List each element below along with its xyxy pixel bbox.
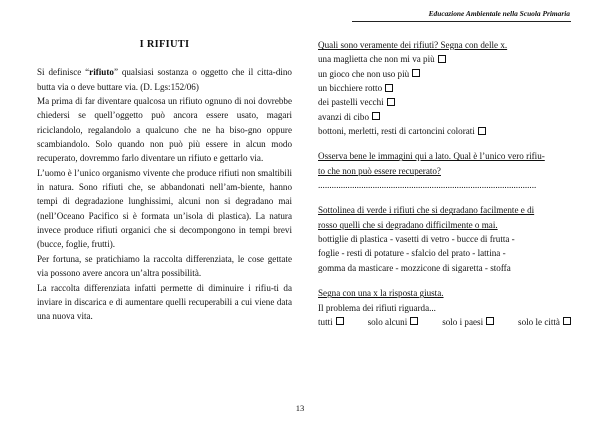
answer-option-label: solo alcuni bbox=[367, 316, 408, 327]
answer-option bbox=[518, 315, 571, 329]
spacer bbox=[318, 138, 573, 149]
definition-paragraph bbox=[37, 65, 292, 94]
running-header: Educazione Ambientale nella Scuola Primaria bbox=[428, 9, 570, 18]
answer-option-label: tutti bbox=[318, 316, 333, 327]
checklist-item-label: dei pastelli vecchi bbox=[318, 97, 384, 108]
right-column bbox=[318, 38, 573, 329]
spacer bbox=[318, 275, 573, 286]
checklist-item bbox=[318, 67, 573, 81]
checkbox[interactable] bbox=[478, 127, 486, 135]
waste-list-line: gomma da masticare - mozzicone di sigaretta - stoffa bbox=[318, 262, 511, 273]
answer-option bbox=[442, 315, 494, 329]
left-column bbox=[37, 38, 292, 324]
checkbox[interactable] bbox=[486, 317, 494, 325]
header-rule bbox=[352, 21, 571, 22]
checkbox[interactable] bbox=[438, 55, 446, 63]
checkbox[interactable] bbox=[385, 84, 393, 92]
checkbox[interactable] bbox=[387, 98, 395, 106]
checklist-item bbox=[318, 110, 573, 124]
checklist-item-label: una maglietta che non mi va più bbox=[318, 54, 435, 65]
question-3-heading-line-1: Sottolinea di verde i rifiuti che si degradano facilmente e di bbox=[318, 205, 535, 216]
question-4-heading: Segna con una x la risposta giusta. bbox=[318, 288, 444, 299]
answer-option bbox=[368, 315, 419, 329]
checklist-item-label: avanzi di cibo bbox=[318, 111, 370, 122]
checkbox[interactable] bbox=[372, 112, 380, 120]
checkbox[interactable] bbox=[336, 317, 344, 325]
answer-option-label: solo i paesi bbox=[442, 316, 484, 327]
waste-list-line: bottiglie di plastica - vasetti di vetro - bucce di frutta - bbox=[318, 234, 515, 245]
checklist-item bbox=[318, 81, 573, 95]
definition-term: rifiuto bbox=[89, 67, 114, 78]
checklist-item-label: un gioco che non uso più bbox=[318, 68, 410, 79]
section-title: I RIFIUTI bbox=[139, 39, 190, 50]
question-2-heading-line-1: Osserva bene le immagini qui a lato. Qual è l’unico vero rifiu- bbox=[318, 151, 545, 162]
waste-list-line: foglie - resti di potature - sfalcio del prato - lattina - bbox=[318, 248, 506, 259]
paragraph-recycling: Per fortuna, se pratichiamo la raccolta differenziata, le cose gettate via possono avere ancora un’altra possibilità. bbox=[37, 253, 292, 279]
page-number: 13 bbox=[295, 403, 305, 413]
checklist-item-label: bottoni, merletti, resti di cartoncini colorati bbox=[318, 126, 475, 137]
answer-option bbox=[318, 315, 344, 329]
checklist-item-label: un bicchiere rotto bbox=[318, 83, 383, 94]
question-4-prompt: Il problema dei rifiuti riguarda... bbox=[318, 302, 436, 313]
checkbox[interactable] bbox=[563, 317, 571, 325]
answer-option-label: solo le città bbox=[518, 316, 560, 327]
paragraph-separate-collection: La raccolta differenziata infatti permette di diminuire i rifiu-ti da inviare in discarica e di aumentare quelli recuperabili a cui viene data una nuova vita. bbox=[37, 282, 292, 322]
question-1-heading: Quali sono veramente dei rifiuti? Segna con delle x. bbox=[318, 40, 508, 50]
question-3-heading-line-2: rosso quelli che si degradano difficilmente o mai. bbox=[318, 219, 498, 230]
checkbox[interactable] bbox=[412, 69, 420, 77]
checkbox[interactable] bbox=[410, 317, 418, 325]
question-2-heading-line-2: to che non può essere recuperato? bbox=[318, 165, 441, 176]
definition-text-before: Si definisce “ bbox=[37, 67, 90, 78]
answer-options bbox=[318, 315, 571, 329]
checklist-item bbox=[318, 52, 573, 66]
paragraph-reuse: Ma prima di far diventare qualcosa un rifiuto ognuno di noi dovrebbe chiedersi se quell’oggetto può ancora essere usato, magari riciclandolo, regalandolo a qualcuno che ne ha biso-gno oppure scambiandolo. Solo quando non può più essere in alcun modo recuperato, dovremmo farlo diventare un rifiuto e gettarlo via. bbox=[37, 96, 292, 164]
checklist-item bbox=[318, 124, 573, 138]
definition-text-after: ” qualsiasi sostanza o oggetto che il citta-dino butta via o deve buttare via. (D. Lgs:152/06) bbox=[37, 67, 292, 92]
checklist-item bbox=[318, 95, 573, 109]
answer-line[interactable]: ................................................................................................ bbox=[318, 180, 537, 191]
spacer bbox=[318, 192, 573, 203]
paragraph-human-waste: L’uomo è l’unico organismo vivente che produce rifiuti non smaltibili in natura. Sono rifiuti che, se abbandonati nell’am-biente, hanno tempi di degradazione lunghissimi, alcuni non si degradano mai (nell’Oceano Pacifico si è formata un’isola di plastica). La natura invece produce rifiuti organici che si decompongono in tempi brevi (bucce, foglie, frutti). bbox=[37, 167, 292, 250]
